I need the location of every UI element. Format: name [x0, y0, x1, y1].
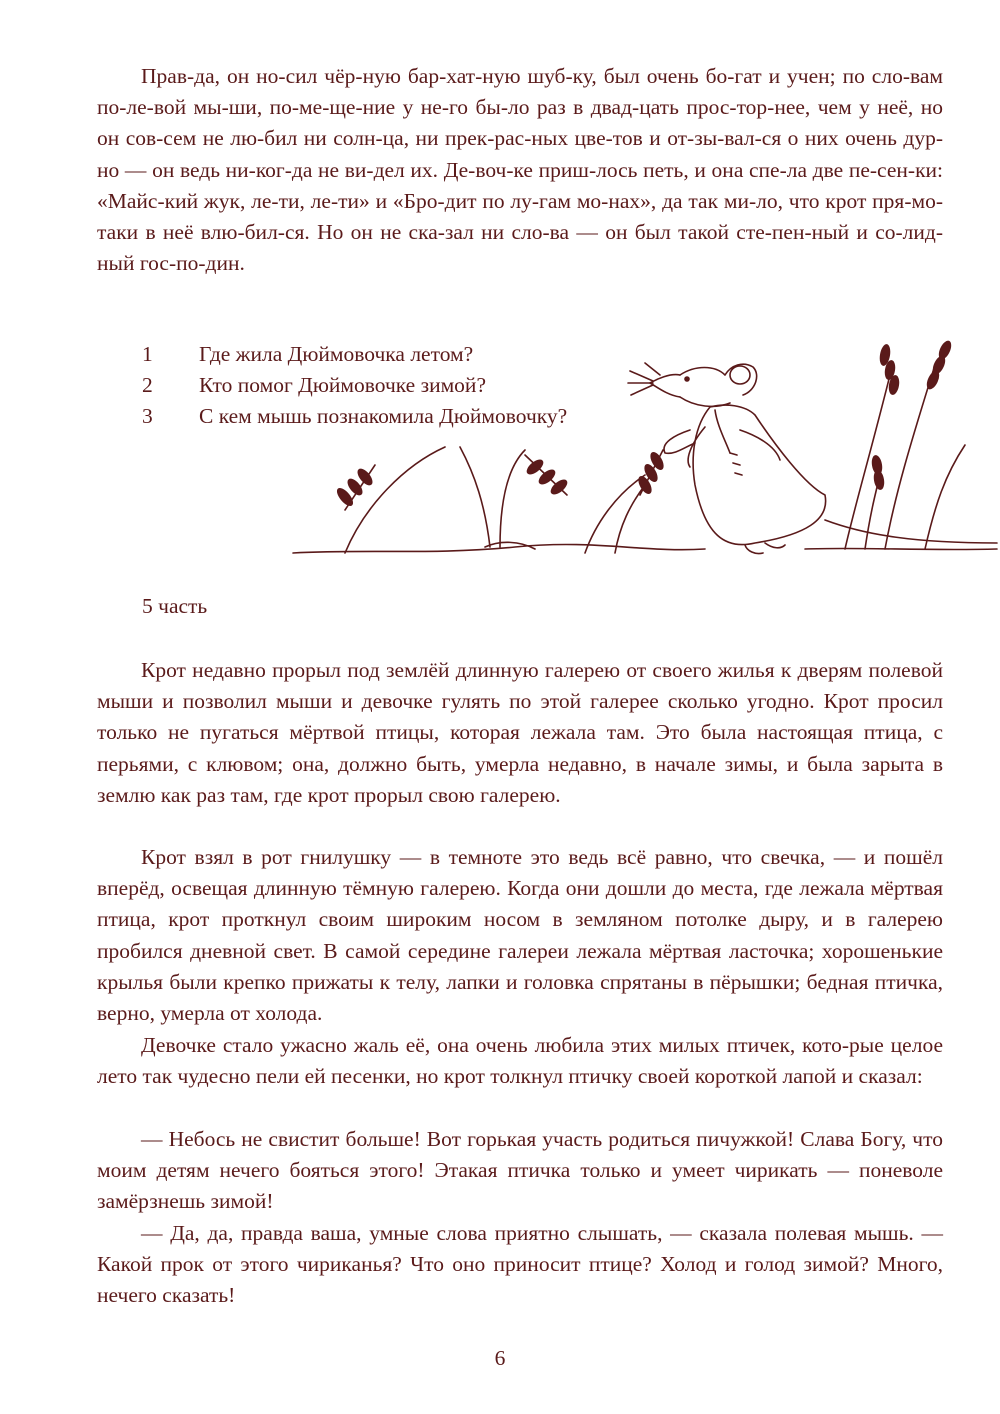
part-title: 5 часть: [142, 594, 208, 618]
paragraph: Крот недавно прорыл под землёй длинную галерею от своего жилья к дверям полевой мыши и позволил мыши и девочке гулять по этой галерее сколько угодно. Крот просил только не пугаться мёртвой птицы, которая лежала там. Это была настоящая птица, с перьями, с клювом; она, должно быть, умерла недавно, в начале зимы, и была зарыта в землю как раз там, где крот прорыл свою галерею.: [97, 658, 943, 807]
mouse-in-wheat-field-icon: [285, 335, 1000, 575]
question-number: 2: [142, 373, 153, 397]
page-number: 6: [494, 1346, 506, 1370]
paragraph: Крот взял в рот гнилушку — в темноте это ведь всё равно, что свечка, — и пошёл вперёд, освещая длинную тёмную галерею. Когда они дошли до места, где лежала мёртвая птица, крот проткнул своим широким носом в земляном потолке дыру, и в галерею пробился дневной свет. В самой середине галереи лежала мёртвая ласточка; хорошенькие крылья были крепко прижаты к телу, лапки и головка спрятаны в пёрышки; бедная птичка, верно, умерла от холода.: [97, 845, 943, 1026]
paragraph: — Небось не свистит больше! Вот горькая участь родиться пичужкой! Слава Богу, что моим детям нечего бояться этого! Этакая птичка только и умеет чирикать — поневоле замёрзнешь зимой!: [97, 1127, 943, 1214]
question-number: 3: [142, 404, 153, 428]
paragraph: Девочке стало ужасно жаль её, она очень любила этих милых птичек, кото-рые целое лето так чудесно пели ей песенки, но крот толкнул птичку своей короткой лапой и сказал:: [97, 1033, 943, 1089]
paragraph-intro: Прав-да, он но-сил чёр-ную бар-хат-ную шуб-ку, был очень бо-гат и учен; по сло-вам по-ле-вой мы-ши, по-ме-ще-ние у не-го бы-ло раз в двад-цать прос-тор-нее, чем у неё, но он сов-сем не лю-бил ни солн-ца, ни прек-рас-ных цве-тов и от-зы-вал-ся о них очень дур-но — он ведь ни-ког-да не ви-дел их. Де-воч-ке приш-лось петь, и она спе-ла две пе-сен-ки: «Майс-кий жук, ле-ти, ле-ти» и «Бро-дит по лу-гам мо-нах», да так ми-ло, что крот пря-мо-таки в неё влю-бил-ся. Но он не ска-зал ни сло-ва — он был такой сте-пен-ный и со-лид-ный гос-по-дин.: [97, 64, 943, 276]
paragraph: — Да, да, правда ваша, умные слова приятно слышать, — сказала полевая мышь. — Какой прок от этого чириканья? Что оно приносит птице? Холод и голод зимой? Много, нечего сказать!: [97, 1221, 943, 1308]
question-text: Кто помог Дюймовочке зимой?: [199, 373, 486, 397]
question-text: Где жила Дюймовочка летом?: [199, 342, 474, 366]
question-text: С кем мышь познакомила Дюймовочку?: [199, 404, 568, 428]
question-number: 1: [142, 342, 153, 366]
